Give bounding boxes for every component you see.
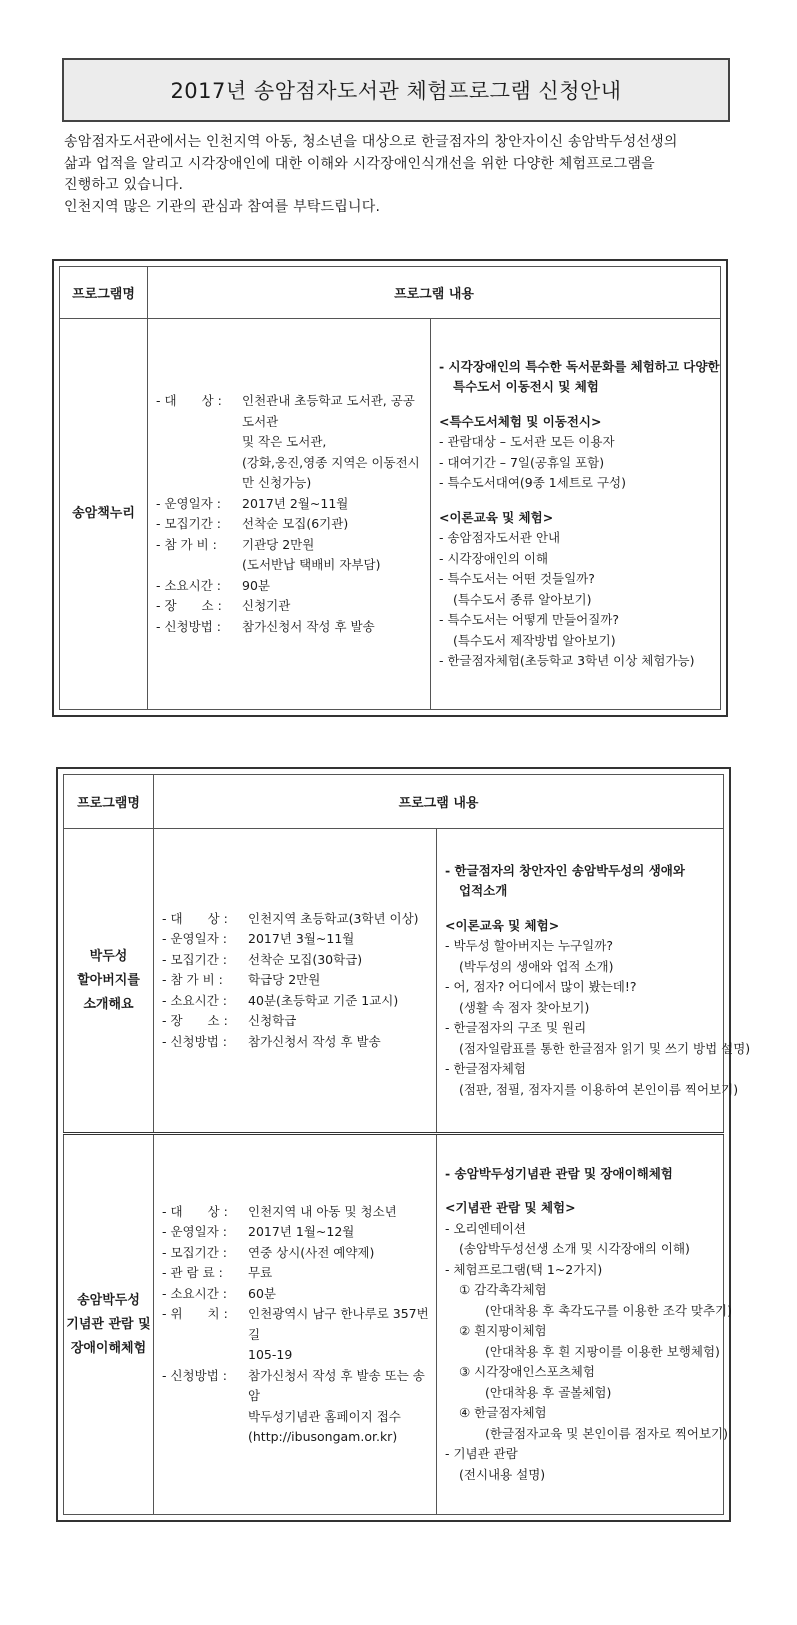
info-value: 60분 [248, 1285, 276, 1301]
program-name-line: 소개해요 [83, 996, 134, 1012]
info-label: - 관 람 료 : [162, 1265, 223, 1280]
info-row [156, 514, 424, 535]
content-line: <이론교육 및 체험> [439, 509, 554, 525]
info-value: 연중 상시(사전 예약제) [248, 1244, 375, 1260]
content-line: - 한글점자의 창안자인 송암박두성의 생애와 [445, 862, 685, 878]
content-line: - 체험프로그램(택 1~2가지) [445, 1261, 603, 1277]
info-label [162, 1427, 248, 1448]
info-label: - 대 상 : [162, 1203, 228, 1219]
info-label: - 장 소 : [156, 598, 222, 613]
content-line: (송암박두성선생 소개 및 시각장애의 이해) [459, 1241, 690, 1257]
program-name [64, 829, 154, 1134]
info-label: - 소요시간 : [162, 992, 227, 1008]
info-label: - 모집기간 : [162, 1244, 227, 1260]
content-line: (생활 속 점자 찾아보기) [459, 999, 590, 1015]
content-line: - 특수도서대여(9종 1세트로 구성) [439, 475, 626, 490]
info-label [162, 1407, 248, 1428]
info-label [156, 453, 242, 474]
program-name-line: 박두성 [89, 948, 128, 964]
content-line: - 관람대상 – 도서관 모든 이용자 [439, 434, 615, 449]
content-line: (점판, 점필, 점자지를 이용하여 본인이름 찍어보기) [459, 1081, 739, 1097]
info-value: 선착순 모집(6기관) [242, 516, 349, 531]
info-row [162, 1345, 430, 1366]
info-label [156, 432, 242, 453]
content-line: 업적소개 [459, 883, 508, 899]
program-content [431, 319, 721, 710]
info-row [156, 432, 424, 453]
content-line: (안대착용 후 촉각도구를 이용한 조각 맞추기) [485, 1302, 732, 1318]
info-label: - 소요시간 : [162, 1285, 227, 1301]
info-label: - 위 치 : [162, 1306, 228, 1321]
program-content [437, 1134, 732, 1515]
spacer [439, 398, 714, 412]
intro-line: 삶과 업적을 알리고 시각장애인에 대한 이해와 시각장애인식개선을 위한 다양한 체험프로그램을 [64, 155, 655, 172]
program-content [437, 829, 751, 1134]
info-value: (http://ibusongam.or.kr) [248, 1429, 398, 1444]
info-row [162, 1427, 430, 1448]
info-value: 2017년 2월~11월 [242, 495, 349, 511]
info-value: 기관당 2만원 [242, 536, 315, 552]
content-line: ③ 시각장애인스포츠체험 [459, 1364, 595, 1380]
content-line: (특수도서 종류 알아보기) [453, 591, 592, 607]
info-label: - 참 가 비 : [162, 972, 223, 988]
content-line: - 대여기간 – 7일(공휴일 포함) [439, 454, 605, 470]
page-title: 2017년 송암점자도서관 체험프로그램 신청안내 [62, 58, 730, 122]
info-row [156, 555, 424, 576]
content-line: (특수도서 제작방법 알아보기) [453, 632, 616, 648]
info-label: - 모집기간 : [162, 951, 227, 967]
info-value: 참가신청서 작성 후 발송 [248, 1033, 381, 1049]
spacer [439, 494, 714, 508]
content-line: (박두성의 생애와 업적 소개) [459, 958, 614, 974]
content-line: - 어, 점자? 어디에서 많이 봤는데!? [445, 979, 637, 995]
spacer [445, 902, 717, 916]
info-row [156, 576, 424, 597]
info-label: - 운영일자 : [156, 495, 221, 511]
info-value: 만 신청가능) [242, 475, 312, 490]
info-row [162, 1032, 430, 1053]
info-value: 참가신청서 작성 후 발송 [242, 618, 375, 634]
program-name-line: 장애이해체험 [70, 1340, 147, 1356]
info-row [156, 596, 424, 617]
info-label: - 신청방법 : [162, 1033, 227, 1049]
intro-text [64, 132, 764, 218]
info-label: - 소요시간 : [156, 577, 221, 593]
program-table-2 [56, 767, 751, 1522]
info-label: - 모집기간 : [156, 516, 221, 531]
content-line: - 오리엔테이션 [445, 1220, 526, 1236]
info-value: (도서반납 택배비 자부담) [242, 557, 381, 572]
content-line: ④ 한글점자체험 [459, 1405, 547, 1421]
content-line: - 한글점자의 구조 및 원리 [445, 1020, 587, 1036]
info-label: - 신청방법 : [162, 1367, 227, 1383]
info-label [162, 1345, 248, 1366]
info-row [162, 1011, 430, 1032]
info-row [162, 1222, 430, 1243]
info-value: 105-19 [248, 1347, 293, 1362]
info-label: - 장 소 : [162, 1013, 228, 1029]
info-value: 학급당 2만원 [248, 972, 321, 988]
info-row [156, 617, 424, 638]
program-name: 송암책누리 [60, 319, 148, 710]
content-line: 특수도서 이동전시 및 체험 [453, 379, 599, 394]
content-line: <특수도서체험 및 이동전시> [439, 413, 602, 429]
content-line: - 특수도서는 어떤 것들일까? [439, 571, 595, 586]
info-row [156, 494, 424, 515]
info-value: 90분 [242, 577, 270, 593]
content-line: - 한글점자체험 [445, 1061, 526, 1077]
content-line: (한글점자교육 및 본인이름 점자로 찍어보기) [485, 1425, 728, 1441]
program-name-line: 송암박두성 [77, 1292, 140, 1308]
header-program-name: 프로그램명 [64, 775, 154, 829]
content-line: - 송암박두성기념관 관람 및 장애이해체험 [445, 1165, 673, 1181]
header-program-name: 프로그램명 [60, 267, 148, 319]
info-value: 2017년 1월~12월 [248, 1224, 355, 1239]
header-program-content: 프로그램 내용 [154, 775, 724, 829]
content-line: (안대착용 후 흰 지팡이를 이용한 보행체험) [485, 1343, 720, 1359]
info-row [162, 909, 430, 930]
info-row [162, 1243, 430, 1264]
program-table-1 [52, 259, 728, 717]
content-line: - 송암점자도서관 안내 [439, 530, 561, 545]
info-row [156, 391, 424, 432]
intro-line: 송암점자도서관에서는 인천지역 아동, 청소년을 대상으로 한글점자의 창안자이신 송암박두성선생의 [64, 134, 678, 150]
info-label: - 신청방법 : [156, 618, 221, 634]
content-line: (전시내용 설명) [459, 1466, 546, 1482]
info-row [162, 1407, 430, 1428]
content-line: (안대착용 후 골볼체험) [485, 1384, 612, 1400]
info-label: - 대 상 : [162, 910, 228, 926]
content-line: ① 감각촉각체험 [459, 1282, 547, 1298]
info-value: 참가신청서 작성 후 발송 또는 송암 [248, 1367, 425, 1403]
info-label: - 대 상 : [156, 393, 222, 408]
content-line: - 박두성 할아버지는 누구일까? [445, 938, 613, 954]
content-line: ② 흰지팡이체험 [459, 1323, 547, 1339]
info-row [156, 535, 424, 556]
info-value: 및 작은 도서관, [242, 434, 327, 449]
info-row [162, 929, 430, 950]
info-value: 인천관내 초등학교 도서관, 공공도서관 [242, 393, 415, 429]
info-value: 인천지역 내 아동 및 청소년 [248, 1203, 397, 1219]
info-label: - 운영일자 : [162, 1224, 227, 1239]
info-row [162, 991, 430, 1012]
info-value: 신청기관 [242, 598, 291, 613]
content-line: <이론교육 및 체험> [445, 917, 560, 933]
content-line: - 한글점자체험(초등학교 3학년 이상 체험가능) [439, 653, 695, 668]
spacer [445, 1184, 717, 1198]
program-info [154, 829, 437, 1134]
intro-line: 진행하고 있습니다. [64, 177, 184, 193]
info-value: 박두성기념관 홈페이지 접수 [248, 1408, 401, 1424]
info-row [162, 950, 430, 971]
info-label: - 참 가 비 : [156, 536, 217, 552]
program-name-line: 기념관 관람 및 [66, 1316, 151, 1332]
info-row [162, 1304, 430, 1345]
info-label [156, 555, 242, 576]
info-label [156, 473, 242, 494]
info-value: 인천지역 초등학교(3학년 이상) [248, 910, 419, 926]
info-value: 신청학급 [248, 1013, 297, 1029]
info-label: - 운영일자 : [162, 931, 227, 947]
content-line: - 기념관 관람 [445, 1446, 518, 1462]
info-row [156, 453, 424, 474]
info-row [162, 1366, 430, 1407]
info-value: 선착순 모집(30학급) [248, 951, 363, 967]
content-line: (점자일람표를 통한 한글점자 읽기 및 쓰기 방법 설명) [459, 1040, 751, 1056]
program-name-line: 할아버지를 [77, 972, 140, 988]
info-row [162, 970, 430, 991]
info-row [162, 1202, 430, 1223]
info-value: 무료 [248, 1265, 273, 1280]
info-value: 40분(초등학교 기준 1교시) [248, 992, 399, 1008]
info-row [162, 1284, 430, 1305]
info-value: (강화,옹진,영종 지역은 이동전시 [242, 454, 420, 470]
intro-line: 인천지역 많은 기관의 관심과 참여를 부탁드립니다. [64, 198, 381, 215]
info-value: 인천광역시 남구 한나루로 357번길 [248, 1306, 429, 1342]
content-line: <기념관 관람 및 체험> [445, 1200, 576, 1216]
header-program-content: 프로그램 내용 [148, 267, 721, 319]
content-line: - 시각장애인의 이해 [439, 550, 549, 566]
program-name [64, 1134, 154, 1515]
program-info [148, 319, 431, 710]
program-info [154, 1134, 437, 1515]
content-line: - 특수도서는 어떻게 만들어질까? [439, 612, 620, 627]
info-row [162, 1263, 430, 1284]
content-line: - 시각장애인의 특수한 독서문화를 체험하고 다양한 [439, 358, 720, 374]
info-row [156, 473, 424, 494]
info-value: 2017년 3월~11월 [248, 931, 355, 947]
